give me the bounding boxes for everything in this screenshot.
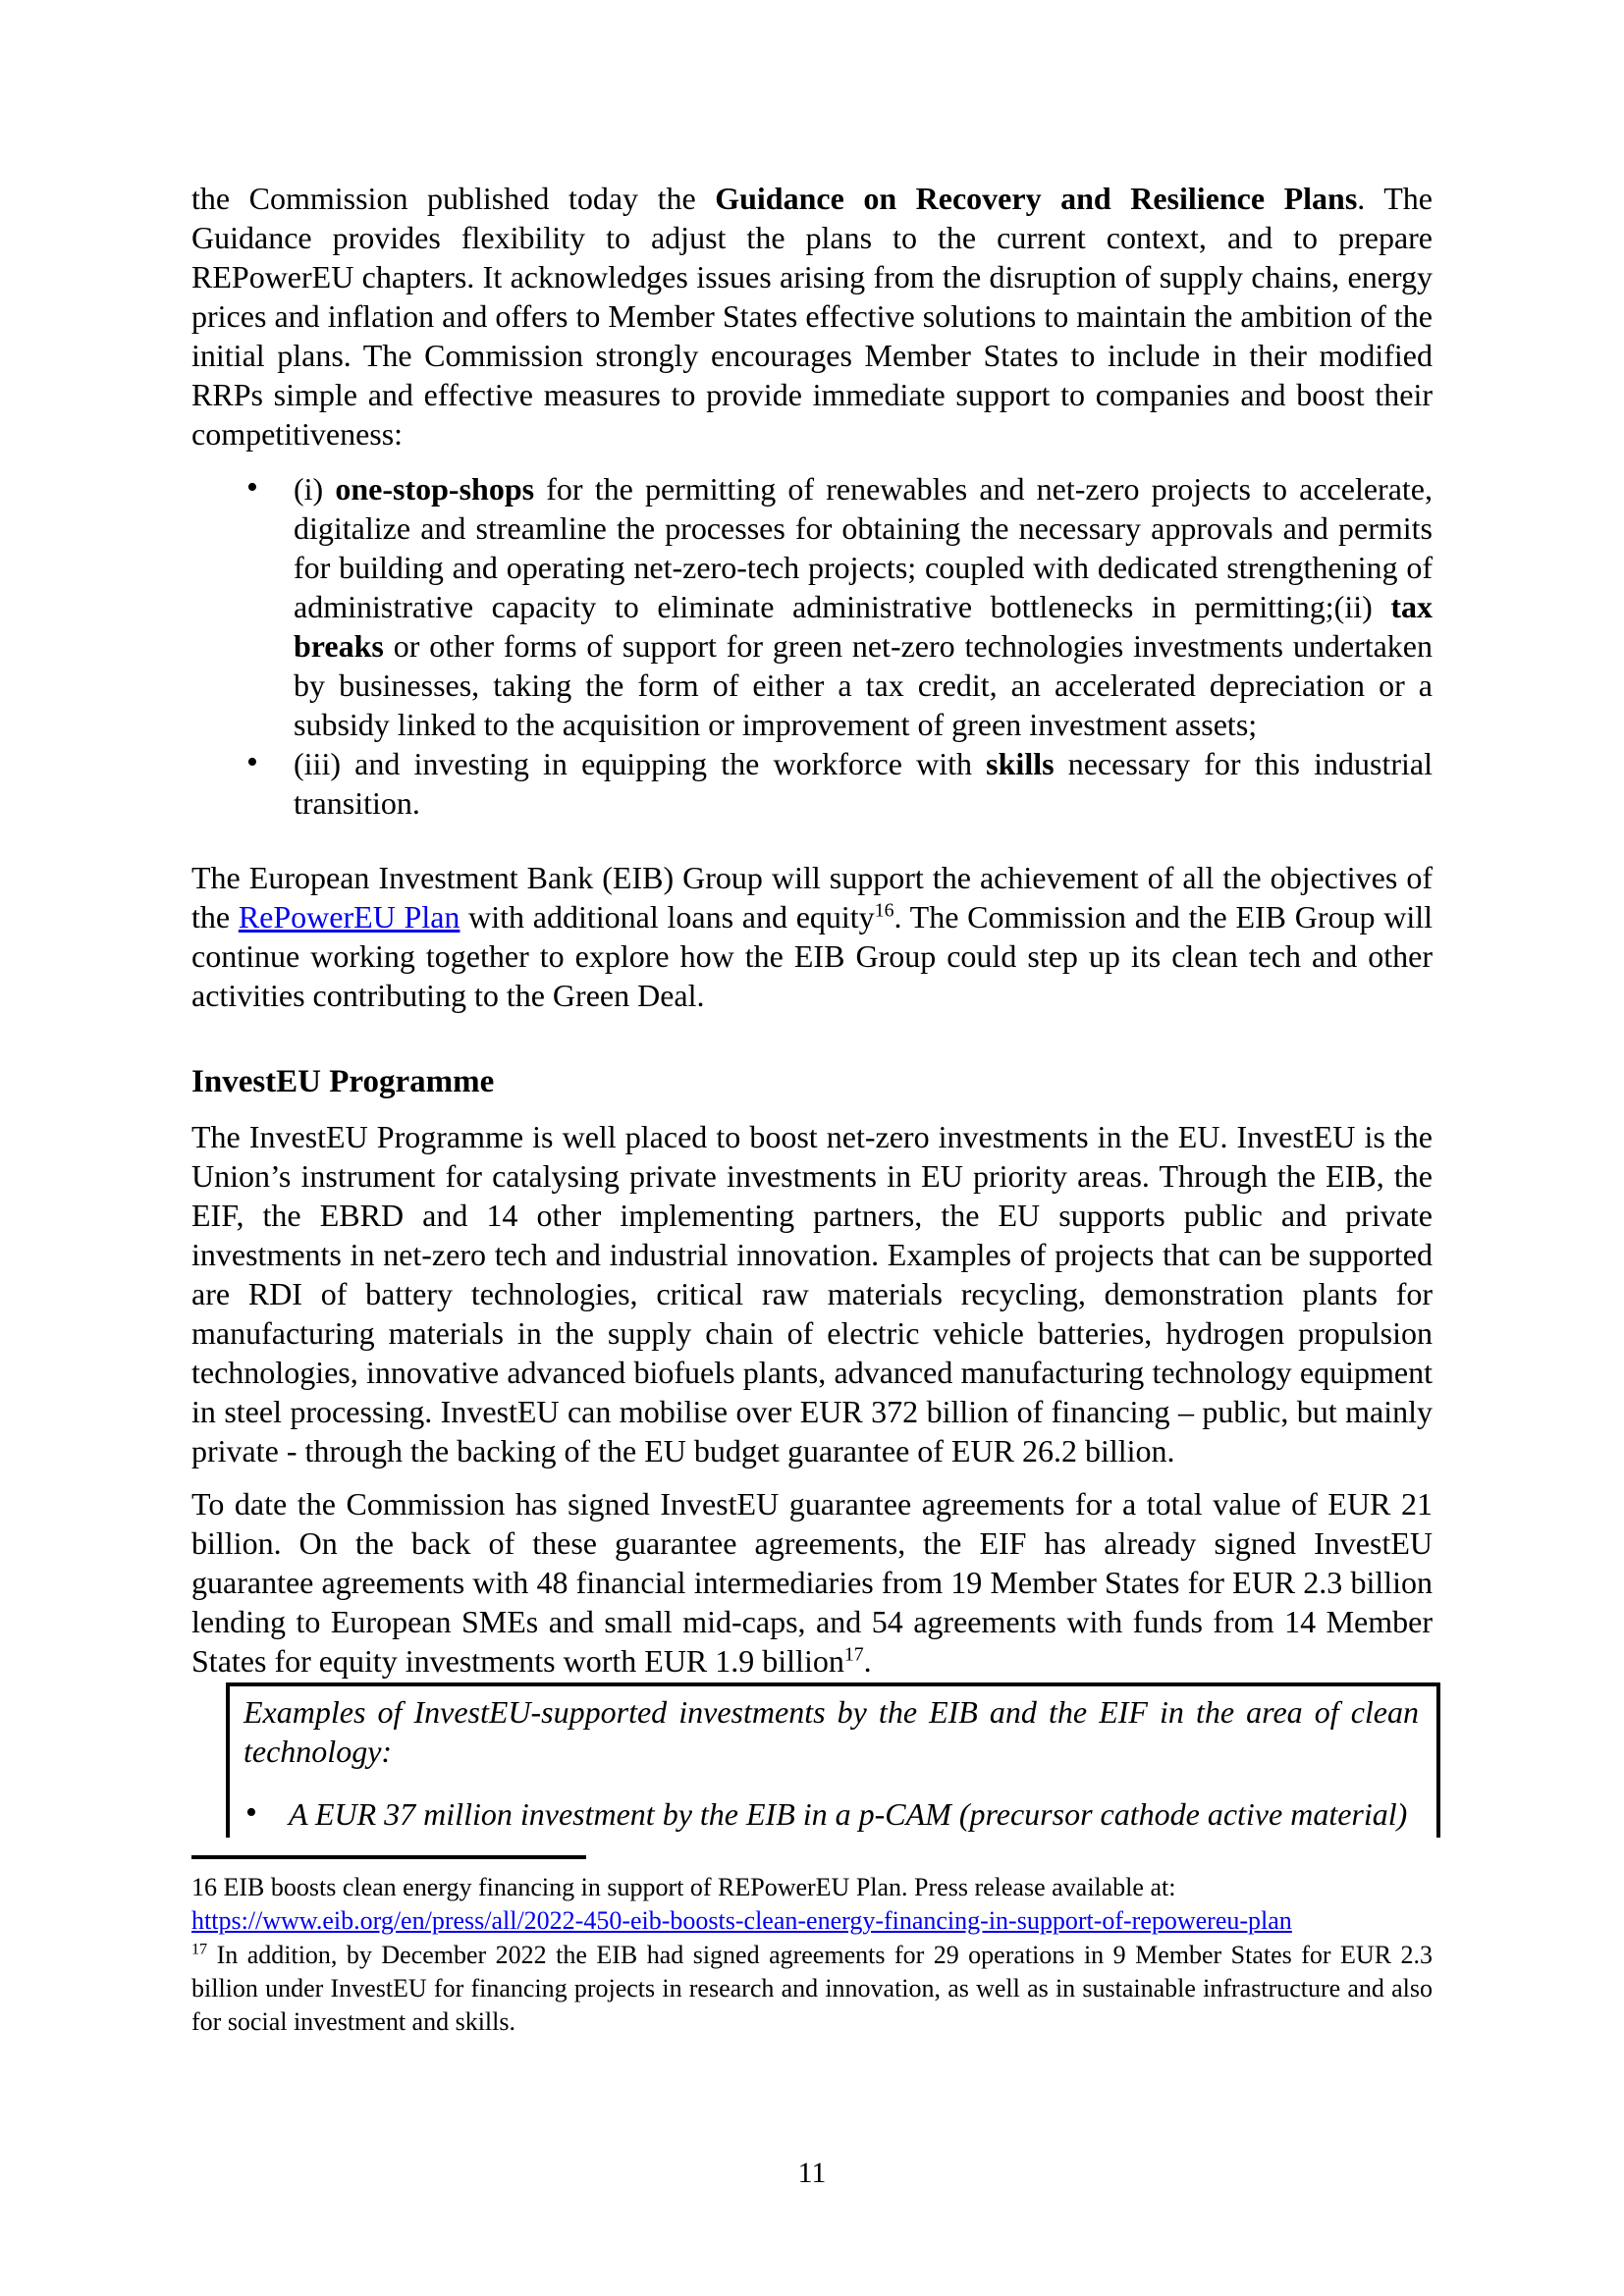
page-number: 11 xyxy=(797,2157,827,2189)
examples-box-item: • A EUR 37 million investment by the EIB in a p-CAM (precursor cathode active material) xyxy=(244,1794,1419,1834)
eib-text-pre: The European Investment Bank (EIB) Group will support the achievement of all the objectives of the xyxy=(191,860,1433,934)
examples-box-list xyxy=(244,1794,1419,1834)
section-heading-investeu: InvestEU Programme xyxy=(191,1064,495,1099)
footnote-16 xyxy=(191,1871,1433,1938)
investeu-paragraph: The InvestEU Programme is well placed to boost net-zero investments in the EU. InvestEU is the Union’s instrument for catalysing private investments in EU priority areas. Through the EIB, the EIF, the EBRD and 14 other implementing partners, the EU supports public and private investments in net-zero tech and industrial innovation. Examples of projects that can be supported are RDI of battery technologies, critical raw materials recycling, demonstration plants for manufacturing materials in the supply chain of electric vehicle batteries, hydrogen propulsion technologies, innovative advanced biofuels plants, advanced manufacturing technology equipment in steel processing. InvestEU can mobilise over EUR 372 billion of financing – public, but mainly private - through the backing of the EU budget guarantee of EUR 26.2 billion. xyxy=(191,1119,1433,1468)
eib-text-post: . The Commission and the EIB Group will continue working together to explore how the EIB Group could step up its clean tech and other activities contributing to the Green Deal. xyxy=(191,899,1434,1013)
measures-list xyxy=(191,469,1433,823)
one-stop-shops-bold: one-stop-shops xyxy=(335,471,535,507)
guidance-bold-text: Guidance on Recovery and Resilience Plans xyxy=(715,181,1358,216)
list-item-one-stop-shops xyxy=(191,469,1433,744)
examples-box xyxy=(226,1682,1440,1838)
list-item-skills xyxy=(191,744,1433,823)
tax-breaks-bold: tax breaks xyxy=(294,589,1433,664)
text-block xyxy=(191,179,1433,2039)
footnote-separator-rule xyxy=(191,1855,586,1859)
todate-text-end: . xyxy=(863,1643,872,1679)
footnote-ref-16: 16 xyxy=(874,899,894,922)
footnote-16-text: 16 EIB boosts clean energy financing in support of REPowerEU Plan. Press release available at: xyxy=(191,1873,1176,1901)
bullet1-text-end: or other forms of support for green net-zero technologies investments undertaken by businesses, taking the form of either a tax credit, an accelerated depreciation or a subsidy linked to the acquisition or improvement of green investment assets; xyxy=(294,628,1433,742)
footnote-16-url-link[interactable]: https://www.eib.org/en/press/all/2022-450-eib-boosts-clean-energy-financing-in-support-of-repowereu-plan xyxy=(191,1906,1292,1935)
examples-box-intro: Examples of InvestEU-supported investments by the EIB and the EIF in the area of clean technology: xyxy=(244,1694,1419,1769)
todate-paragraph xyxy=(191,1484,1433,1681)
todate-text: To date the Commission has signed InvestEU guarantee agreements for a total value of EUR 21 billion. On the back of these guarantee agreements, the EIF has already signed InvestEU guarantee agreements with 48 financial intermediaries from 19 Member States for EUR 2.3 billion lending to European SMEs and small mid-caps, and 54 agreements with funds from 14 Member States for equity investments worth EUR 1.9 billion xyxy=(191,1486,1433,1679)
bullet2-text-end: necessary for this industrial transition. xyxy=(294,746,1433,821)
intro-text-pre: the Commission published today the xyxy=(191,181,716,216)
footnote-ref-17: 17 xyxy=(843,1643,864,1666)
eib-text-mid: with additional loans and equity xyxy=(460,899,875,934)
skills-bold: skills xyxy=(986,746,1055,781)
eib-paragraph xyxy=(191,858,1433,1015)
footnote-17-marker: 17 xyxy=(191,1941,208,1958)
bullet2-text: (iii) and investing in equipping the workforce with xyxy=(294,746,987,781)
intro-text-post: . The Guidance provides flexibility to adjust the plans to the current context, and to prepare REPowerEU chapters. It acknowledges issues arising from the disruption of supply chains, energy prices and inflation and offers to Member States effective solutions to maintain the ambition of the initial plans. The Commission strongly encourages Member States to include in their modified RRPs simple and effective measures to provide immediate support to companies and boost their competitiveness: xyxy=(191,181,1434,452)
footnote-17 xyxy=(191,1939,1433,2039)
bullet1-text-mid: for the permitting of renewables and net-zero projects to accelerate, digitalize and streamline the processes for obtaining the necessary approvals and permits for building and operating net-zero-tech projects; coupled with dedicated strengthening of administrative capacity to eliminate administrative bottlenecks in permitting;(ii) xyxy=(294,471,1433,624)
intro-paragraph xyxy=(191,179,1433,454)
repowereu-plan-link[interactable]: RePowerEU Plan xyxy=(238,899,460,934)
bullet1-text: (i) xyxy=(294,471,336,507)
footnote-17-text: In addition, by December 2022 the EIB had signed agreements for 29 operations in 9 Member States for EUR 2.3 billion under InvestEU for financing projects in research and innovation, as well as in sustainable infrastructure and also for social investment and skills. xyxy=(191,1941,1433,2036)
